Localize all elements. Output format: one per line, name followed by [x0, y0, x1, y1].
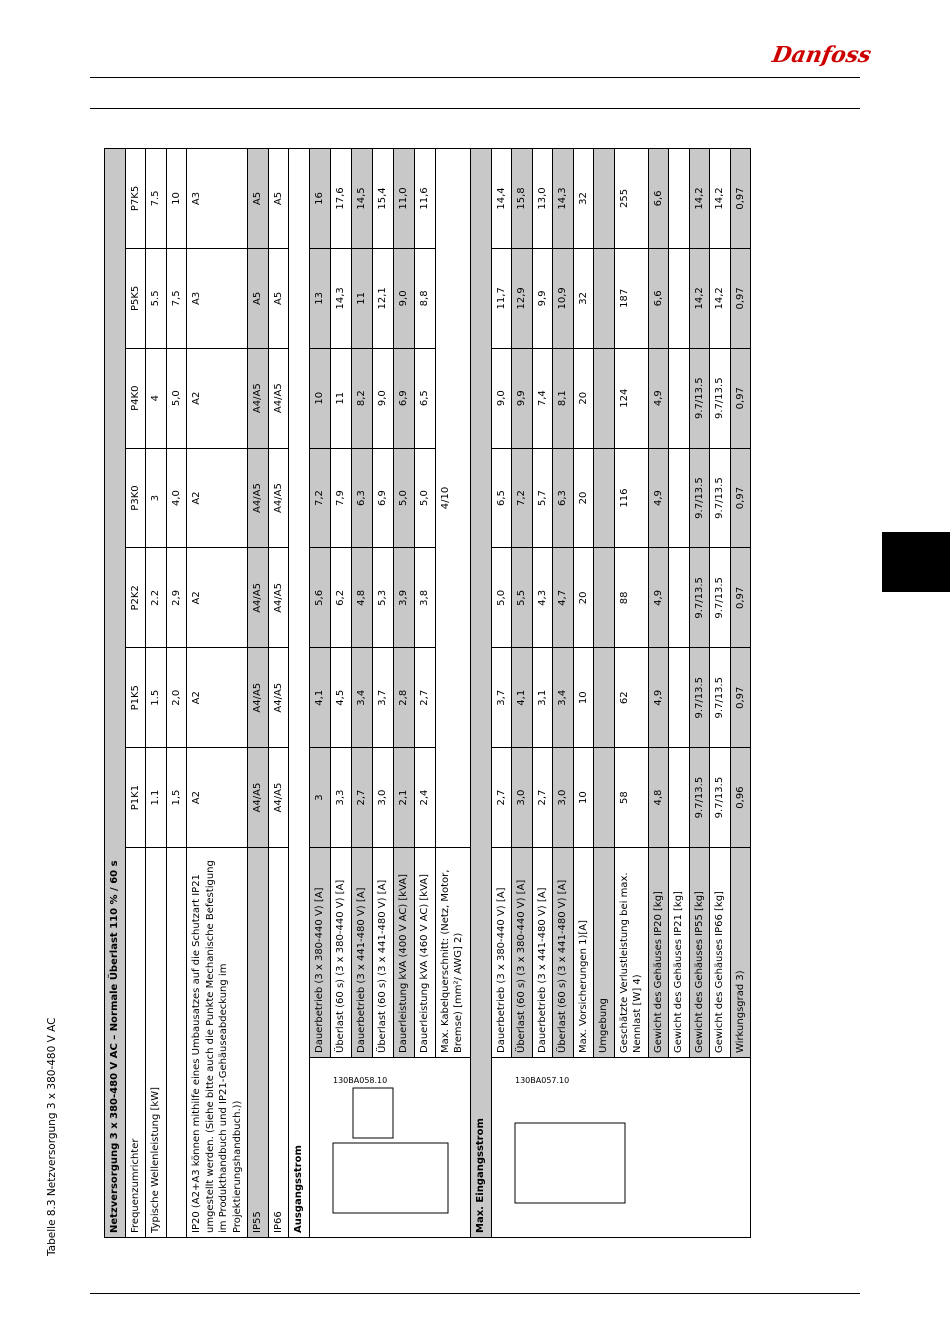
- ip66-label: IP66: [268, 848, 289, 1238]
- input-value: 9.7/13.5: [689, 348, 710, 448]
- input-value: 9.7/13.5: [710, 548, 731, 648]
- output-value: 8,2: [351, 348, 372, 448]
- input-value: 9.7/13.5: [689, 748, 710, 848]
- input-value: 6,6: [648, 149, 669, 249]
- chapter-tab: [882, 532, 950, 592]
- input-row: [491, 149, 512, 1238]
- output-value: 3,7: [372, 648, 393, 748]
- input-value: 9.7/13.5: [689, 548, 710, 648]
- hp-cell: 2,9: [166, 548, 187, 648]
- output-value: 4,5: [330, 648, 351, 748]
- drive-illustration-2: [491, 1058, 751, 1238]
- kw-cell: 1.1: [146, 748, 167, 848]
- input-value: 9.7/13.5: [710, 648, 731, 748]
- svg-text:130BA057.10: 130BA057.10: [514, 1076, 569, 1085]
- input-value: 0,97: [730, 149, 751, 249]
- kw-cell: 3: [146, 448, 167, 548]
- ip20-cell: A2: [187, 748, 248, 848]
- code-cell: P7K5: [125, 149, 146, 249]
- kw-cell: 1.5: [146, 648, 167, 748]
- hp-cell: 1,5: [166, 748, 187, 848]
- output-value: 6,9: [393, 348, 414, 448]
- input-value: [594, 548, 615, 648]
- input-value: 3,0: [553, 748, 574, 848]
- input-value: 0,97: [730, 448, 751, 548]
- input-value: [594, 448, 615, 548]
- output-value: 3,8: [414, 548, 435, 648]
- output-value: 4,8: [351, 548, 372, 648]
- ip66-row: [268, 149, 289, 1238]
- input-value: 6,6: [648, 248, 669, 348]
- input-value: 10,9: [553, 248, 574, 348]
- input-label: Gewicht des Gehäuses IP55 [kg]: [689, 848, 710, 1058]
- input-value: [669, 548, 690, 648]
- input-value: 9.7/13.5: [689, 448, 710, 548]
- input-value: 9,9: [532, 248, 553, 348]
- ip55-cell: A4/A5: [248, 448, 269, 548]
- title-row: [105, 149, 126, 1238]
- output-value: 2,7: [351, 748, 372, 848]
- input-value: 14,3: [553, 149, 574, 249]
- footer-rule: [90, 1293, 860, 1294]
- input-value: 20: [573, 348, 594, 448]
- input-value: 20: [573, 548, 594, 648]
- ip20-note: IP20 (A2+A3 können mithilfe eines Umbausatzes auf die Schutzart IP21 umgestellt werden. (Siehe bitte auch die Punkte Mechanische Befestigung im Produkthandbuch und IP21-Gehäuseabdeckung im Projektierungshandbuch.)): [187, 848, 248, 1238]
- spec-table: [104, 148, 751, 1238]
- output-label: Dauerbetrieb (3 x 441-480 V) [A]: [351, 848, 372, 1058]
- input-value: 4,9: [648, 548, 669, 648]
- ip66-cell: A4/A5: [268, 748, 289, 848]
- input-value: 5,0: [491, 548, 512, 648]
- output-value: 5,0: [393, 448, 414, 548]
- input-value: 9.7/13.5: [689, 648, 710, 748]
- input-header-row: [471, 149, 492, 1238]
- input-value: 20: [573, 448, 594, 548]
- header-rule-2: [90, 108, 860, 109]
- input-value: [669, 348, 690, 448]
- ip66-cell: A4/A5: [268, 348, 289, 448]
- input-value: [594, 348, 615, 448]
- input-value: 4,1: [512, 648, 533, 748]
- output-value: 12,1: [372, 248, 393, 348]
- hp-cell: 4,0: [166, 448, 187, 548]
- input-value: 14,2: [689, 248, 710, 348]
- input-label: Geschätzte Verlustleistung bei max. Nennlast [W] 4): [614, 848, 648, 1058]
- input-value: 62: [614, 648, 648, 748]
- ip55-cell: A4/A5: [248, 648, 269, 748]
- input-value: 3,0: [512, 748, 533, 848]
- ip20-cell: A2: [187, 448, 248, 548]
- input-value: 3,4: [553, 648, 574, 748]
- output-value: 10: [309, 348, 330, 448]
- input-value: 32: [573, 248, 594, 348]
- input-value: 14,2: [710, 248, 731, 348]
- input-value: 6,5: [491, 448, 512, 548]
- input-value: 0,97: [730, 348, 751, 448]
- input-label: Wirkungsgrad 3): [730, 848, 751, 1058]
- output-row: [309, 149, 330, 1238]
- output-value: 7,2: [309, 448, 330, 548]
- input-label: Überlast (60 s) (3 x 380-440 V) [A]: [512, 848, 533, 1058]
- ip66-cell: A4/A5: [268, 448, 289, 548]
- input-value: [594, 748, 615, 848]
- input-value: 4,9: [648, 448, 669, 548]
- input-value: [594, 248, 615, 348]
- rotated-spec-table: [104, 148, 831, 1238]
- input-value: 4,8: [648, 748, 669, 848]
- input-value: 187: [614, 248, 648, 348]
- output-label: Überlast (60 s) (3 x 441-480 V) [A]: [372, 848, 393, 1058]
- input-value: 0,97: [730, 548, 751, 648]
- table-title: Netzversorgung 3 x 380-480 V AC – Normale Überlast 110 % / 60 s: [105, 149, 126, 1238]
- output-value: 13: [309, 248, 330, 348]
- ip20-cell: A3: [187, 248, 248, 348]
- output-value: 14,5: [351, 149, 372, 249]
- kw-row: [146, 149, 167, 1238]
- ip55-cell: A5: [248, 149, 269, 249]
- ip55-cell: A4/A5: [248, 748, 269, 848]
- ip55-row: [248, 149, 269, 1238]
- output-value: 2,1: [393, 748, 414, 848]
- input-value: 2,7: [532, 748, 553, 848]
- input-value: 9,9: [512, 348, 533, 448]
- output-label: Überlast (60 s) (3 x 380-440 V) [A]: [330, 848, 351, 1058]
- codes-label: Frequenzumrichter: [125, 848, 146, 1238]
- input-value: 9,0: [491, 348, 512, 448]
- output-value: 6,5: [414, 348, 435, 448]
- input-value: 9.7/13.5: [710, 448, 731, 548]
- input-value: 7,2: [512, 448, 533, 548]
- kw-cell: 2.2: [146, 548, 167, 648]
- input-value: 0,97: [730, 648, 751, 748]
- input-value: 12,9: [512, 248, 533, 348]
- ip66-cell: A5: [268, 248, 289, 348]
- input-label: Gewicht des Gehäuses IP20 [kg]: [648, 848, 669, 1058]
- code-cell: P4K0: [125, 348, 146, 448]
- output-value: 6,2: [330, 548, 351, 648]
- input-value: 116: [614, 448, 648, 548]
- output-value: 15,4: [372, 149, 393, 249]
- kw-cell: 7.5: [146, 149, 167, 249]
- input-label: Dauerbetrieb (3 x 441-480 V) [A]: [532, 848, 553, 1058]
- input-label: Gewicht des Gehäuses IP66 [kg]: [710, 848, 731, 1058]
- kw-cell: 4: [146, 348, 167, 448]
- ip20-cell: A2: [187, 548, 248, 648]
- code-cell: P1K5: [125, 648, 146, 748]
- input-value: 11,7: [491, 248, 512, 348]
- input-value: 6,3: [553, 448, 574, 548]
- input-value: 14,2: [689, 149, 710, 249]
- input-value: 124: [614, 348, 648, 448]
- danfoss-logo: [770, 36, 874, 72]
- output-value: 17,6: [330, 149, 351, 249]
- output-value: 4,1: [309, 648, 330, 748]
- ip55-cell: A4/A5: [248, 348, 269, 448]
- input-value: 10: [573, 748, 594, 848]
- ip55-label: IP55: [248, 848, 269, 1238]
- input-value: 7,4: [532, 348, 553, 448]
- input-value: 3,1: [532, 648, 553, 748]
- output-value: 5,3: [372, 548, 393, 648]
- input-value: 32: [573, 149, 594, 249]
- output-value: 9,0: [393, 248, 414, 348]
- output-value: 11: [330, 348, 351, 448]
- ip20-row: [187, 149, 248, 1238]
- output-value: 7,9: [330, 448, 351, 548]
- input-value: 0,96: [730, 748, 751, 848]
- output-value: 3,3: [330, 748, 351, 848]
- input-value: 5,5: [512, 548, 533, 648]
- code-cell: P2K2: [125, 548, 146, 648]
- input-value: 13,0: [532, 149, 553, 249]
- svg-text:Danfoss: Danfoss: [770, 42, 874, 68]
- drive-drawing-icon: [313, 1063, 463, 1233]
- code-cell: P5K5: [125, 248, 146, 348]
- output-value: 3,9: [393, 548, 414, 648]
- input-value: 15,8: [512, 149, 533, 249]
- kw-cell: 5.5: [146, 248, 167, 348]
- hp-cell: 7,5: [166, 248, 187, 348]
- output-value: 2,7: [414, 648, 435, 748]
- input-label: Gewicht des Gehäuses IP21 [kg]: [669, 848, 690, 1058]
- output-header: Ausgangsstrom: [289, 149, 310, 1238]
- input-label: Überlast (60 s) (3 x 441-480 V) [A]: [553, 848, 574, 1058]
- output-label: Dauerleistung kVA (460 V AC) [kVA]: [414, 848, 435, 1058]
- ip66-cell: A4/A5: [268, 648, 289, 748]
- input-value: [594, 149, 615, 249]
- input-value: 4,7: [553, 548, 574, 648]
- output-value: 6,9: [372, 448, 393, 548]
- input-value: 14,2: [710, 149, 731, 249]
- ip55-cell: A5: [248, 248, 269, 348]
- table-caption: Tabelle 8.3 Netzversorgung 3 x 380-480 V AC: [46, 1017, 58, 1256]
- codes-row: [125, 149, 146, 1238]
- ip66-cell: A5: [268, 149, 289, 249]
- input-value: 2,7: [491, 748, 512, 848]
- output-value: 5,6: [309, 548, 330, 648]
- input-value: [669, 648, 690, 748]
- output-value: 14,3: [330, 248, 351, 348]
- output-value: 3,4: [351, 648, 372, 748]
- ip55-cell: A4/A5: [248, 548, 269, 648]
- input-value: 9.7/13.5: [710, 748, 731, 848]
- input-header: Max. Eingangsstrom: [471, 149, 492, 1238]
- output-value: 3,0: [372, 748, 393, 848]
- output-value: 5,0: [414, 448, 435, 548]
- input-value: [669, 448, 690, 548]
- input-label: Dauerbetrieb (3 x 380-440 V) [A]: [491, 848, 512, 1058]
- input-label: Max. Vorsicherungen 1)[A]: [573, 848, 594, 1058]
- input-value: 14,4: [491, 149, 512, 249]
- input-value: [669, 748, 690, 848]
- output-value: 11,0: [393, 149, 414, 249]
- code-cell: P3K0: [125, 448, 146, 548]
- hp-cell: 5,0: [166, 348, 187, 448]
- input-value: [594, 648, 615, 748]
- ip20-cell: A2: [187, 648, 248, 748]
- input-value: 0,97: [730, 248, 751, 348]
- output-value: 9,0: [372, 348, 393, 448]
- input-value: [669, 248, 690, 348]
- input-label: Umgebung: [594, 848, 615, 1058]
- input-value: 4,9: [648, 648, 669, 748]
- input-value: 4,3: [532, 548, 553, 648]
- output-value: 3: [309, 748, 330, 848]
- output-value: 16: [309, 149, 330, 249]
- output-header-row: [289, 149, 310, 1238]
- input-value: 4,9: [648, 348, 669, 448]
- input-value: 5,7: [532, 448, 553, 548]
- ip66-cell: A4/A5: [268, 548, 289, 648]
- input-value: 58: [614, 748, 648, 848]
- cable-value: 4/10: [435, 149, 470, 848]
- power-label: Typische Wellenleistung [kW]: [146, 848, 167, 1238]
- output-label: Dauerbetrieb (3 x 380-440 V) [A]: [309, 848, 330, 1058]
- input-value: 3,7: [491, 648, 512, 748]
- code-cell: P1K1: [125, 748, 146, 848]
- hp-cell: 2,0: [166, 648, 187, 748]
- input-value: 255: [614, 149, 648, 249]
- header-rule: [90, 77, 860, 78]
- ip20-cell: A2: [187, 348, 248, 448]
- input-value: 9.7/13.5: [710, 348, 731, 448]
- input-value: 10: [573, 648, 594, 748]
- ip20-cell: A3: [187, 149, 248, 249]
- input-value: 88: [614, 548, 648, 648]
- input-value: 8,1: [553, 348, 574, 448]
- cable-label: Max. Kabelquerschnitt: (Netz, Motor, Bremse) [mm²/ AWG] 2): [435, 848, 470, 1058]
- output-value: 11,6: [414, 149, 435, 249]
- svg-text:130BA058.10: 130BA058.10: [332, 1076, 387, 1085]
- output-value: 2,8: [393, 648, 414, 748]
- drive-drawing-icon-2: [495, 1063, 645, 1233]
- output-value: 8,8: [414, 248, 435, 348]
- input-value: [669, 149, 690, 249]
- output-value: 6,3: [351, 448, 372, 548]
- hp-row: [166, 149, 187, 1238]
- hp-cell: 10: [166, 149, 187, 249]
- output-label: Dauerleistung kVA (400 V AC) [kVA]: [393, 848, 414, 1058]
- output-value: 11: [351, 248, 372, 348]
- output-value: 2,4: [414, 748, 435, 848]
- drive-illustration: [309, 1058, 471, 1238]
